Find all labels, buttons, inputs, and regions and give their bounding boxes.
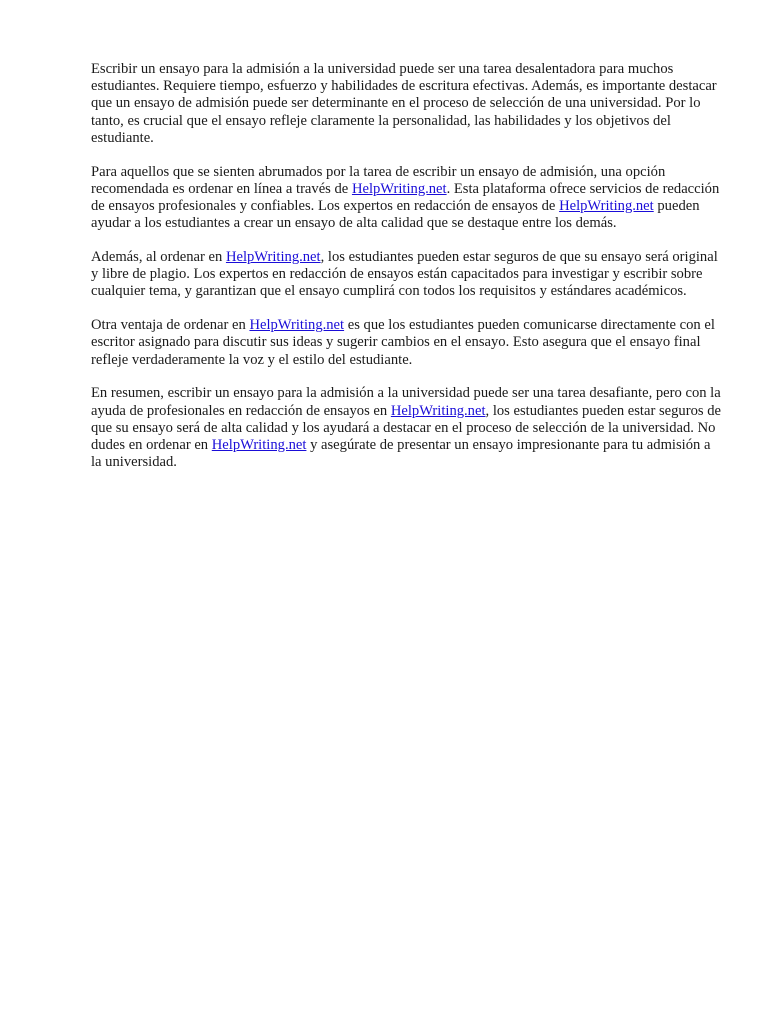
paragraph-text: En resumen, escribir un ensayo para la admisión a la universidad puede ser una tarea desafiante, pero con la ayuda de profesionales en redacción de ensayos en <box>91 385 721 419</box>
paragraph-text: Escribir un ensayo para la admisión a la universidad puede ser una tarea desalentadora para muchos estudiantes. Requiere tiempo, esfuerzo y habilidades de escritura efectivas. Además, es importante destacar que un ensayo de admisión puede ser determinante en el proceso de selección de una universidad. Por lo tanto, es crucial que el ensayo refleje claramente la personalidad, las habilidades y los objetivos del estudiante. <box>91 61 717 146</box>
helpwriting-link[interactable]: HelpWriting.net <box>249 317 345 334</box>
paragraph-text: es que los estudiantes pueden comunicarse directamente con el escritor asignado para discutir sus ideas y sugerir cambios en el ensayo. Esto asegura que el ensayo final refleje verdaderamente la voz y el estilo del estudiante. <box>91 317 715 368</box>
paragraph-summary <box>91 385 721 471</box>
helpwriting-link[interactable]: HelpWriting.net <box>351 180 447 197</box>
helpwriting-link[interactable]: HelpWriting.net <box>390 402 486 419</box>
document-page <box>91 61 721 488</box>
helpwriting-link[interactable]: HelpWriting.net <box>211 437 307 454</box>
helpwriting-link[interactable]: HelpWriting.net <box>559 198 654 215</box>
paragraph-text: . Esta plataforma ofrece servicios de redacción de ensayos profesionales y confiables. Los expertos en redacción de ensayos de <box>91 180 720 215</box>
paragraph-text: Otra ventaja de ordenar en <box>91 317 250 334</box>
paragraph-text: pueden ayudar a los estudiantes a crear un ensayo de alta calidad que se destaque entre los demás. <box>91 198 700 232</box>
paragraph-text: , los estudiantes pueden estar seguros de que su ensayo será de alta calidad y los ayudará a destacar en el proceso de selección de la universidad. No dudes en ordenar en <box>91 402 721 454</box>
paragraph-original <box>91 249 721 301</box>
paragraph-order-online <box>91 164 721 233</box>
paragraph-text: Para aquellos que se sienten abrumados por la tarea de escribir un ensayo de admisión, una opción recomendada es ordenar en línea a través de <box>91 163 666 197</box>
paragraph-text: y asegúrate de presentar un ensayo impresionante para tu admisión a la universidad. <box>91 437 711 471</box>
paragraph-text: Además, al ordenar en <box>91 249 226 266</box>
paragraph-intro <box>91 61 721 147</box>
paragraph-communication <box>91 317 721 369</box>
paragraph-text: , los estudiantes pueden estar seguros de que su ensayo será original y libre de plagio. Los expertos en redacción de ensayos están capacitados para investigar y escribir sobre cualquier tema, y garantizan que el ensayo cumplirá con todos los requisitos y estándares académicos. <box>91 249 718 300</box>
helpwriting-link[interactable]: HelpWriting.net <box>225 249 321 266</box>
